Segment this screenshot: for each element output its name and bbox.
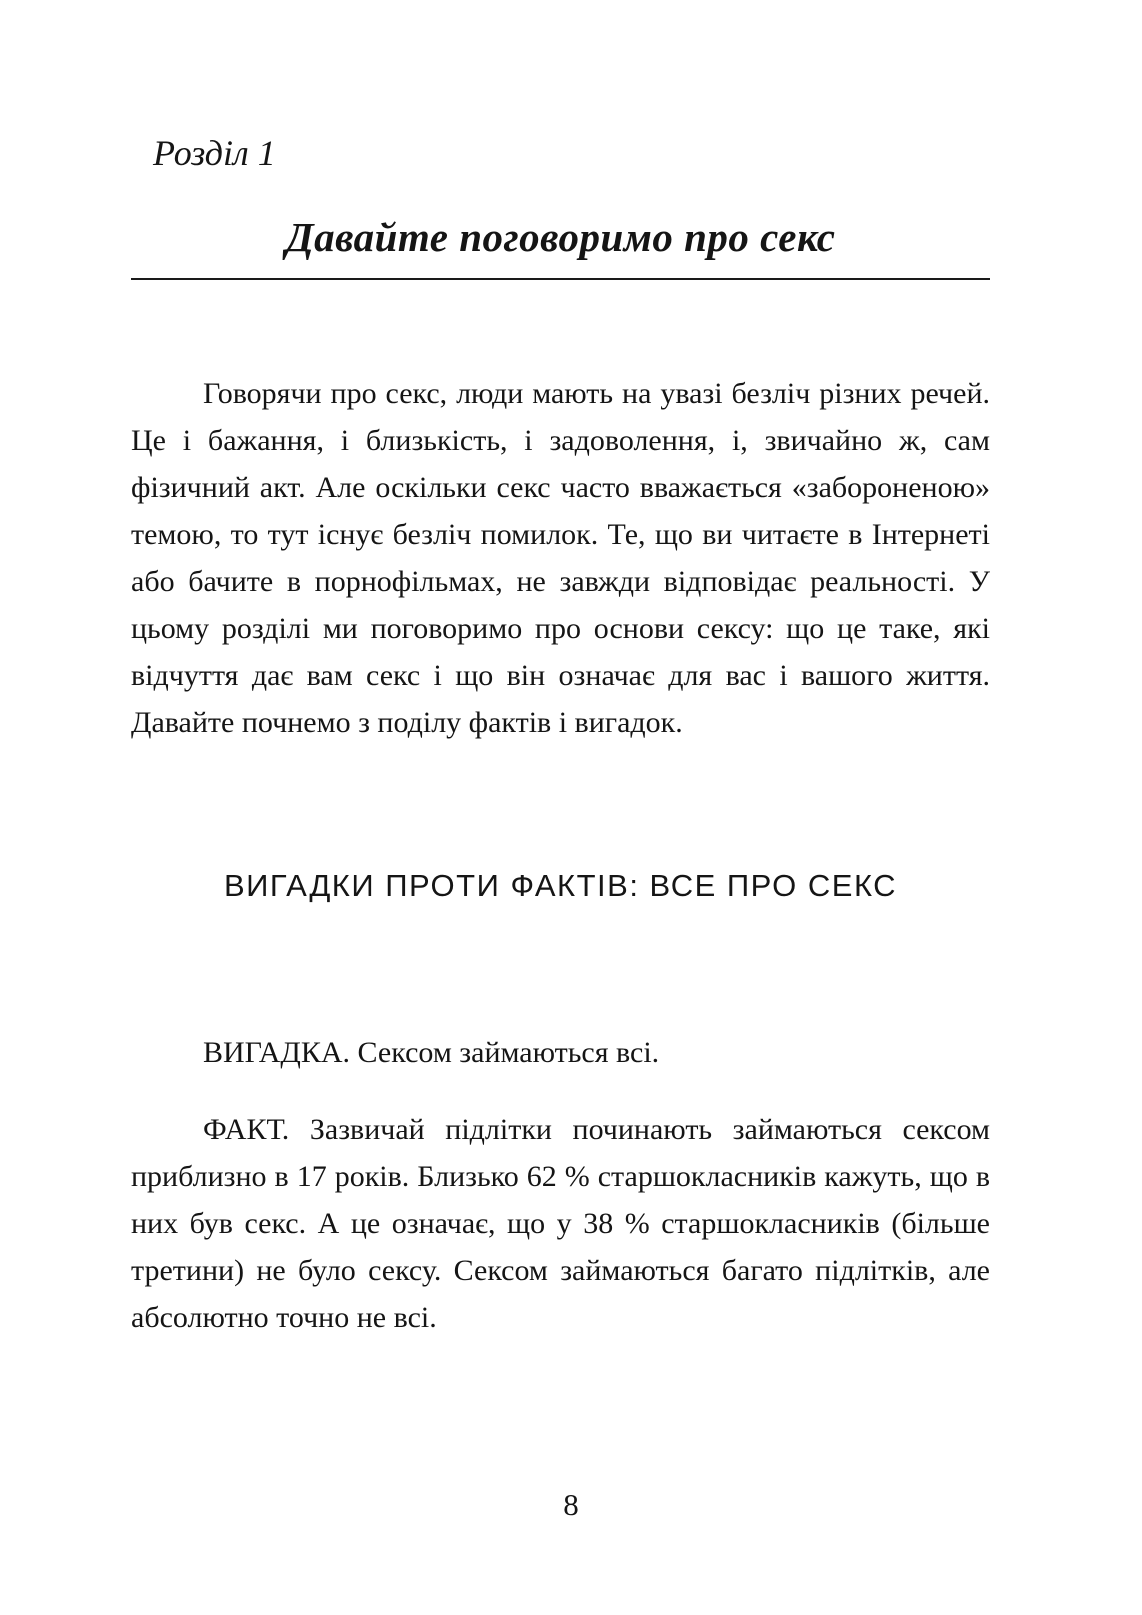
fact-paragraph: ФАКТ. Зазвичай підлітки починають займаються сексом приблизно в 17 років. Близько 62 % старшокласників кажуть, що в них був секс. А це означає, що у 38 % старшокласників (більше третини) не було сексу. Сексом займаються багато підлітків, але абсолютно точно не всі.	[131, 1112, 990, 1334]
section-heading: ВИГАДКИ ПРОТИ ФАКТІВ: ВСЕ ПРО СЕКС	[223, 868, 898, 904]
chapter-title: Давайте поговоримо про секс	[285, 214, 836, 261]
myth-paragraph: ВИГАДКА. Сексом займаються всі.	[203, 1035, 660, 1069]
page-number: 8	[563, 1487, 579, 1522]
title-divider	[131, 278, 990, 280]
intro-paragraph: Говорячи про секс, люди мають на увазі безліч різних речей. Це і бажання, і близькість, і задоволення, і, звичайно ж, сам фізичний акт. Але оскільки секс часто вважається «забороненою» темою, то тут існує безліч помилок. Те, що ви читаєте в Інтернеті або бачите в порнофільмах, не завжди відповідає реальності. У цьому розділі ми поговоримо про основи сексу: що це таке, які відчуття дає вам секс і що він означає для вас і вашого життя. Давайте почнемо з поділу фактів і вигадок.	[131, 377, 990, 740]
chapter-label: Розділ 1	[153, 133, 276, 173]
